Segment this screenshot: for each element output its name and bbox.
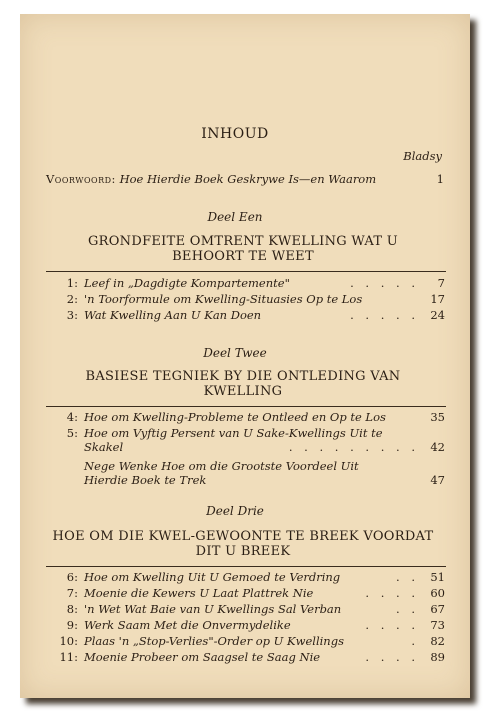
divider: [46, 406, 446, 407]
entry-page: 82: [430, 634, 445, 648]
entry-title: Wat Kwelling Aan U Kan Doen: [84, 308, 262, 322]
entry-page: 35: [430, 410, 445, 424]
entry-page: 42: [430, 440, 445, 454]
leader-dots: . .: [396, 570, 419, 584]
toc-entry: [48, 276, 445, 292]
page-column-label: Bladsy: [403, 149, 442, 163]
entry-number: 11:: [59, 650, 78, 664]
entry-title-line2: Skakel: [84, 440, 124, 454]
toc-entry: [48, 634, 445, 650]
book-page: [20, 14, 470, 698]
entry-title: Hoe om Kwelling Uit U Gemoed te Verdring: [84, 570, 341, 584]
entry-number: 2:: [66, 292, 78, 306]
toc-entry: [48, 426, 445, 456]
entry-number: 7:: [66, 586, 78, 600]
foreword-page: 1: [436, 172, 444, 186]
toc-entry: [48, 410, 445, 426]
leader-dots: .: [411, 634, 419, 648]
toc-entry: [48, 602, 445, 618]
entry-page: 60: [430, 586, 445, 600]
leader-dots: . . . .: [365, 586, 419, 600]
toc-entry: [48, 292, 445, 308]
divider: [46, 271, 446, 272]
leader-dots: . . . .: [365, 618, 419, 632]
entry-number: 4:: [66, 410, 78, 424]
entry-page: 67: [430, 602, 445, 616]
foreword-entry: [46, 172, 444, 186]
toc-entry: [48, 459, 445, 489]
entry-title: 'n Toorformule om Kwelling-Situasies Op te Los: [84, 292, 363, 306]
entry-page: 51: [430, 570, 445, 584]
entry-title: Hoe om Kwelling-Probleme te Ontleed en Op te Los: [84, 410, 386, 424]
leader-dots: . . . . . . . . .: [288, 440, 419, 454]
entry-number: 6:: [66, 570, 78, 584]
entry-page: 24: [430, 308, 445, 322]
part-heading: HOE OM DIE KWEL-GEWOONTE TE BREEK VOORDAT DIT U BREEK: [52, 529, 434, 559]
entry-title-line1: Nege Wenke Hoe om die Grootste Voordeel Uit: [84, 459, 359, 473]
entry-page: 47: [430, 473, 445, 487]
entry-title: Moenie die Kewers U Laat Plattrek Nie: [84, 586, 314, 600]
entry-title-line1: Hoe om Vyftig Persent van U Sake-Kwellings Uit te: [84, 426, 383, 440]
part-label: Deel Twee: [203, 346, 267, 360]
entry-title: Moenie Probeer om Saagsel te Saag Nie: [84, 650, 321, 664]
entry-title: Werk Saam Met die Onvermydelike: [84, 618, 291, 632]
entry-number: 3:: [66, 308, 78, 322]
foreword-label: Voorwoord:: [46, 172, 116, 186]
toc-entry: [48, 308, 445, 324]
toc-entry: [48, 618, 445, 634]
leader-dots: . . . . .: [350, 308, 419, 322]
entry-title: Plaas 'n „Stop-Verlies"-Order op U Kwellings: [84, 634, 344, 648]
entry-page: 7: [437, 276, 445, 290]
entry-title: 'n Wet Wat Baie van U Kwellings Sal Verban: [84, 602, 342, 616]
entry-page: 89: [430, 650, 445, 664]
part-label: Deel Een: [207, 210, 263, 224]
entry-number: 8:: [66, 602, 78, 616]
toc-entry: [48, 650, 445, 666]
part-heading: BASIESE TEGNIEK BY DIE ONTLEDING VAN KWELLING: [85, 369, 401, 399]
entry-number: 1:: [66, 276, 78, 290]
entry-title: Leef in „Dagdigte Kompartemente": [84, 276, 290, 290]
entry-page: 73: [430, 618, 445, 632]
part-label: Deel Drie: [206, 504, 264, 518]
entry-number: 9:: [66, 618, 78, 632]
entry-number: 10:: [59, 634, 78, 648]
leader-dots: . . . . .: [350, 276, 419, 290]
toc-entry: [48, 570, 445, 586]
entry-title-line2: Hierdie Boek te Trek: [84, 473, 207, 487]
entry-page: 17: [430, 292, 445, 306]
leader-dots: . . . .: [365, 650, 419, 664]
leader-dots: . .: [396, 602, 419, 616]
entry-number: 5:: [66, 426, 78, 440]
toc-title: INHOUD: [201, 126, 269, 142]
toc-entry: [48, 586, 445, 602]
foreword-title: Hoe Hierdie Boek Geskrywe Is—en Waarom: [119, 172, 377, 186]
divider: [46, 566, 446, 567]
part-heading: GRONDFEITE OMTRENT KWELLING WAT U BEHOORT TE WEET: [87, 234, 399, 264]
